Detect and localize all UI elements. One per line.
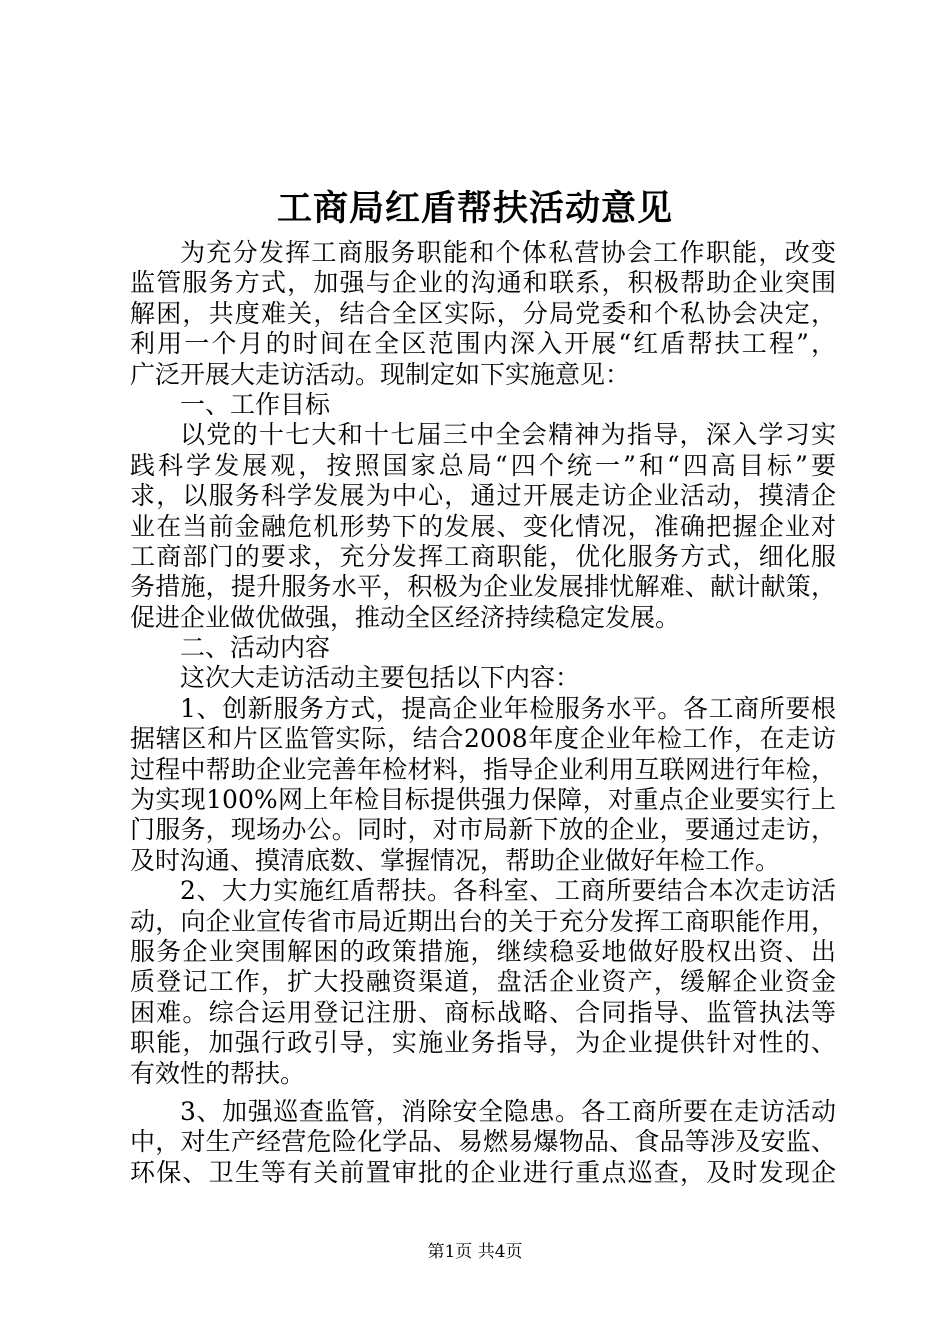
paragraph-line: 为充分发挥工商服务职能和个体私营协会工作职能，改变 [180,238,836,267]
paragraph-line: 解困，共度难关，结合全区实际，分局党委和个私协会决定， [130,298,836,328]
paragraph-line: 践科学发展观，按照国家总局“四个统一”和“四高目标”要 [130,450,836,480]
page-number-footer: 第1页 共4页 [427,1242,523,1262]
paragraph-line: 3、加强巡查监管，消除安全隐患。各工商所要在走访活动 [180,1096,836,1126]
paragraph-line: 为实现100%网上年检目标提供强力保障，对重点企业要实行上 [130,785,836,815]
section-heading: 二、活动内容 [180,633,331,663]
document-body [130,238,836,1188]
paragraph-line: 困难。综合运用登记注册、商标战略、合同指导、监管执法等 [130,997,836,1027]
paragraph-line: 这次大走访活动主要包括以下内容： [180,663,581,693]
paragraph-line: 环保、卫生等有关前置审批的企业进行重点巡查，及时发现企 [130,1157,836,1187]
paragraph-line: 质登记工作，扩大投融资渠道，盘活企业资产，缓解企业资金 [130,967,836,997]
paragraph-line: 中，对生产经营危险化学品、易燃易爆物品、食品等涉及安监、 [130,1127,836,1157]
section-heading: 一、工作目标 [180,389,331,419]
paragraph-line: 1、创新服务方式，提高企业年检服务水平。各工商所要根 [180,693,836,723]
paragraph-line: 2、大力实施红盾帮扶。各科室、工商所要结合本次走访活 [180,876,836,906]
paragraph-line: 工商部门的要求，充分发挥工商职能，优化服务方式，细化服 [130,541,836,571]
paragraph-line: 有效性的帮扶。 [130,1058,306,1088]
paragraph-line: 务措施，提升服务水平，积极为企业发展排忧解难、献计献策， [130,572,836,602]
paragraph-line: 广泛开展大走访活动。现制定如下实施意见： [130,359,631,389]
paragraph-line: 门服务，现场办公。同时，对市局新下放的企业，要通过走访， [130,815,836,845]
paragraph-gap [130,1089,836,1097]
paragraph-line: 求，以服务科学发展为中心，通过开展走访企业活动，摸清企 [130,481,836,511]
paragraph-line: 动，向企业宣传省市局近期出台的关于充分发挥工商职能作用， [130,906,836,936]
paragraph-line: 及时沟通、摸清底数、掌握情况，帮助企业做好年检工作。 [130,845,781,875]
paragraph-line: 据辖区和片区监管实际，结合2008年度企业年检工作，在走访 [130,724,836,754]
document-title: 工商局红盾帮扶活动意见 [276,188,673,229]
paragraph-line: 利用一个月的时间在全区范围内深入开展“红盾帮扶工程”， [130,329,836,359]
paragraph-line: 职能，加强行政引导，实施业务指导，为企业提供针对性的、 [130,1028,836,1058]
paragraph-line: 业在当前金融危机形势下的发展、变化情况，准确把握企业对 [130,511,836,541]
paragraph-line: 促进企业做优做强，推动全区经济持续稳定发展。 [130,602,681,632]
paragraph-line: 服务企业突围解困的政策措施，继续稳妥地做好股权出资、出 [130,936,836,966]
paragraph-line: 过程中帮助企业完善年检材料，指导企业利用互联网进行年检， [130,754,836,784]
paragraph-line: 以党的十七大和十七届三中全会精神为指导，深入学习实 [180,420,836,450]
paragraph-line: 监管服务方式，加强与企业的沟通和联系，积极帮助企业突围 [130,268,836,298]
